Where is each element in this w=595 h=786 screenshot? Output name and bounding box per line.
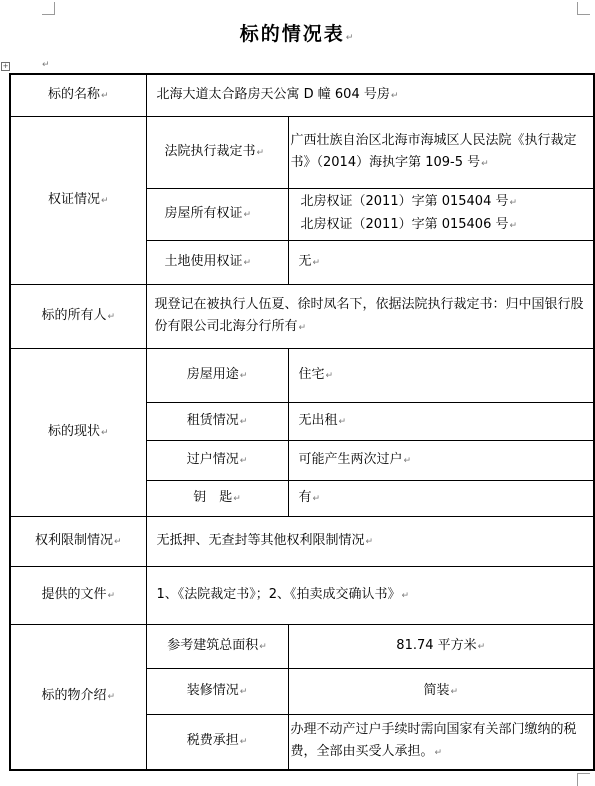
court-ruling-value-text: 广西壮族自治区北海市海城区人民法院《执行裁定书》（2014）海执字第 109-5 号 — [290, 132, 577, 170]
paragraph-mark-icon: ↵ — [365, 536, 374, 547]
paragraph-mark-icon: ↵ — [477, 641, 486, 652]
court-ruling-value — [288, 116, 594, 188]
transfer-label — [146, 440, 288, 480]
house-cert-number: 北房权证（2011）字第 015406 号 — [300, 217, 509, 232]
paragraph-mark-icon: ↵ — [481, 158, 489, 169]
paragraph-mark-icon: ↵ — [42, 60, 50, 70]
land-cert-label-text: 土地使用权证 — [164, 253, 243, 269]
rights-label-text: 权证情况 — [47, 191, 100, 207]
table-row — [10, 74, 594, 116]
land-cert-label — [146, 240, 288, 284]
name-value — [146, 74, 594, 116]
decoration-value-text: 简装 — [423, 682, 450, 698]
transfer-value-text: 可能产生两次过户 — [298, 451, 403, 467]
house-cert-number: 北房权证（2011）字第 015404 号 — [300, 194, 509, 209]
files-value-text: 1、《法院裁定书》；2、《拍卖成交确认书》 — [156, 586, 401, 602]
land-cert-value — [288, 240, 594, 284]
lease-label — [146, 402, 288, 440]
name-label-text: 标的名称 — [47, 86, 100, 102]
restriction-label — [10, 516, 146, 566]
files-label — [10, 566, 146, 624]
paragraph-mark-icon: ↵ — [390, 90, 399, 101]
page-corner-mark-bottom-right — [577, 773, 590, 786]
tax-label — [146, 714, 288, 770]
decoration-label — [146, 668, 288, 714]
paragraph-mark-icon: ↵ — [259, 641, 267, 652]
restriction-value — [146, 516, 594, 566]
court-ruling-label-text: 法院执行裁定书 — [164, 143, 256, 159]
use-value — [288, 348, 594, 402]
table-row — [10, 348, 594, 402]
paragraph-mark-icon: ↵ — [509, 221, 518, 231]
paragraph-mark-icon: ↵ — [325, 370, 334, 381]
paragraph-mark-icon: ↵ — [239, 455, 248, 466]
page-title-text: 标的情况表 — [239, 23, 345, 45]
land-cert-value-text: 无 — [298, 253, 312, 269]
use-value-text: 住宅 — [298, 366, 325, 382]
paragraph-mark-icon: ↵ — [338, 416, 347, 427]
tax-value-text: 办理不动产过户手续时需向国家有关部门缴纳的税费，全部由买受人承担。 — [290, 722, 577, 760]
paragraph-mark-icon: ↵ — [239, 686, 248, 697]
paragraph-mark-icon: ↵ — [450, 686, 459, 697]
table-row — [10, 116, 594, 188]
house-cert-value — [288, 188, 594, 240]
paragraph-mark-icon: ↵ — [100, 195, 109, 206]
table-row — [10, 284, 594, 348]
use-label — [146, 348, 288, 402]
area-label — [146, 624, 288, 668]
owner-label — [10, 284, 146, 348]
owner-value-text: 现登记在被执行人伍夏、徐时凤名下，依据法院执行裁定书：归中国银行股份有限公司北海分行所有 — [154, 296, 584, 334]
area-label-text: 参考建筑总面积 — [167, 637, 259, 653]
files-label-text: 提供的文件 — [41, 586, 107, 602]
paragraph-mark-icon: ↵ — [107, 692, 116, 703]
restriction-label-text: 权利限制情况 — [34, 532, 113, 548]
intro-label-text: 标的物介绍 — [41, 688, 107, 704]
lease-value — [288, 402, 594, 440]
page-corner-mark-top-left — [42, 2, 55, 15]
paragraph-mark-icon: ↵ — [107, 590, 116, 601]
paragraph-mark-icon: ↵ — [113, 536, 122, 547]
decoration-label-text: 装修情况 — [186, 682, 239, 698]
paragraph-mark-icon: ↵ — [100, 427, 109, 438]
table-row — [10, 566, 594, 624]
intro-label — [10, 624, 146, 770]
house-cert-label-text: 房屋所有权证 — [164, 205, 243, 221]
paragraph-mark-icon: ↵ — [256, 147, 265, 158]
key-label — [146, 480, 288, 516]
paragraph-mark-icon: ↵ — [312, 257, 321, 268]
paragraph-mark-icon: ↵ — [107, 311, 116, 322]
decoration-value — [288, 668, 594, 714]
area-value — [288, 624, 594, 668]
table-move-handle-icon[interactable]: + — [2, 62, 9, 70]
name-value-text: 北海大道太合路房天公寓 D 幢 604 号房 — [156, 86, 390, 102]
paragraph-mark-icon: ↵ — [239, 416, 248, 427]
paragraph-mark-icon: ↵ — [298, 322, 307, 333]
restriction-value-text: 无抵押、无查封等其他权利限制情况 — [156, 532, 365, 548]
owner-value — [146, 284, 594, 348]
house-cert-line — [289, 191, 594, 214]
files-value — [146, 566, 594, 624]
paragraph-mark-icon: ↵ — [434, 748, 443, 759]
use-label-text: 房屋用途 — [186, 366, 239, 382]
paragraph-mark-icon: ↵ — [243, 257, 252, 268]
paragraph-mark-icon: ↵ — [239, 370, 248, 381]
status-label — [10, 348, 146, 516]
tax-label-text: 税费承担 — [186, 733, 239, 749]
transfer-value — [288, 440, 594, 480]
paragraph-mark-icon: ↵ — [401, 590, 410, 601]
paragraph-mark-icon: ↵ — [403, 455, 412, 466]
paragraph-mark-icon: ↵ — [509, 198, 518, 208]
transfer-label-text: 过户情况 — [186, 451, 239, 467]
page-title — [0, 19, 595, 46]
key-label-text: 钥 匙 — [193, 489, 233, 505]
paragraph-mark-icon: ↵ — [243, 209, 252, 220]
key-value-text: 有 — [298, 489, 312, 505]
area-value-text: 81.74 平方米 — [396, 637, 477, 653]
paragraph-mark-icon: ↵ — [312, 493, 321, 504]
name-label — [10, 74, 146, 116]
key-value — [288, 480, 594, 516]
table-row — [10, 516, 594, 566]
tax-value — [288, 714, 594, 770]
paragraph-mark-icon: ↵ — [233, 493, 241, 504]
page-corner-mark-top-right — [577, 2, 590, 15]
house-cert-label — [146, 188, 288, 240]
paragraph-mark-icon: ↵ — [100, 90, 109, 101]
property-info-table — [9, 73, 595, 771]
paragraph-mark-icon: ↵ — [345, 33, 356, 43]
lease-value-text: 无出租 — [298, 412, 338, 428]
status-label-text: 标的现状 — [47, 423, 100, 439]
house-cert-line — [289, 214, 594, 237]
court-ruling-label — [146, 116, 288, 188]
paragraph-mark-icon: ↵ — [239, 737, 248, 748]
owner-label-text: 标的所有人 — [41, 307, 107, 323]
lease-label-text: 租赁情况 — [186, 412, 239, 428]
table-row — [10, 624, 594, 668]
rights-label — [10, 116, 146, 284]
